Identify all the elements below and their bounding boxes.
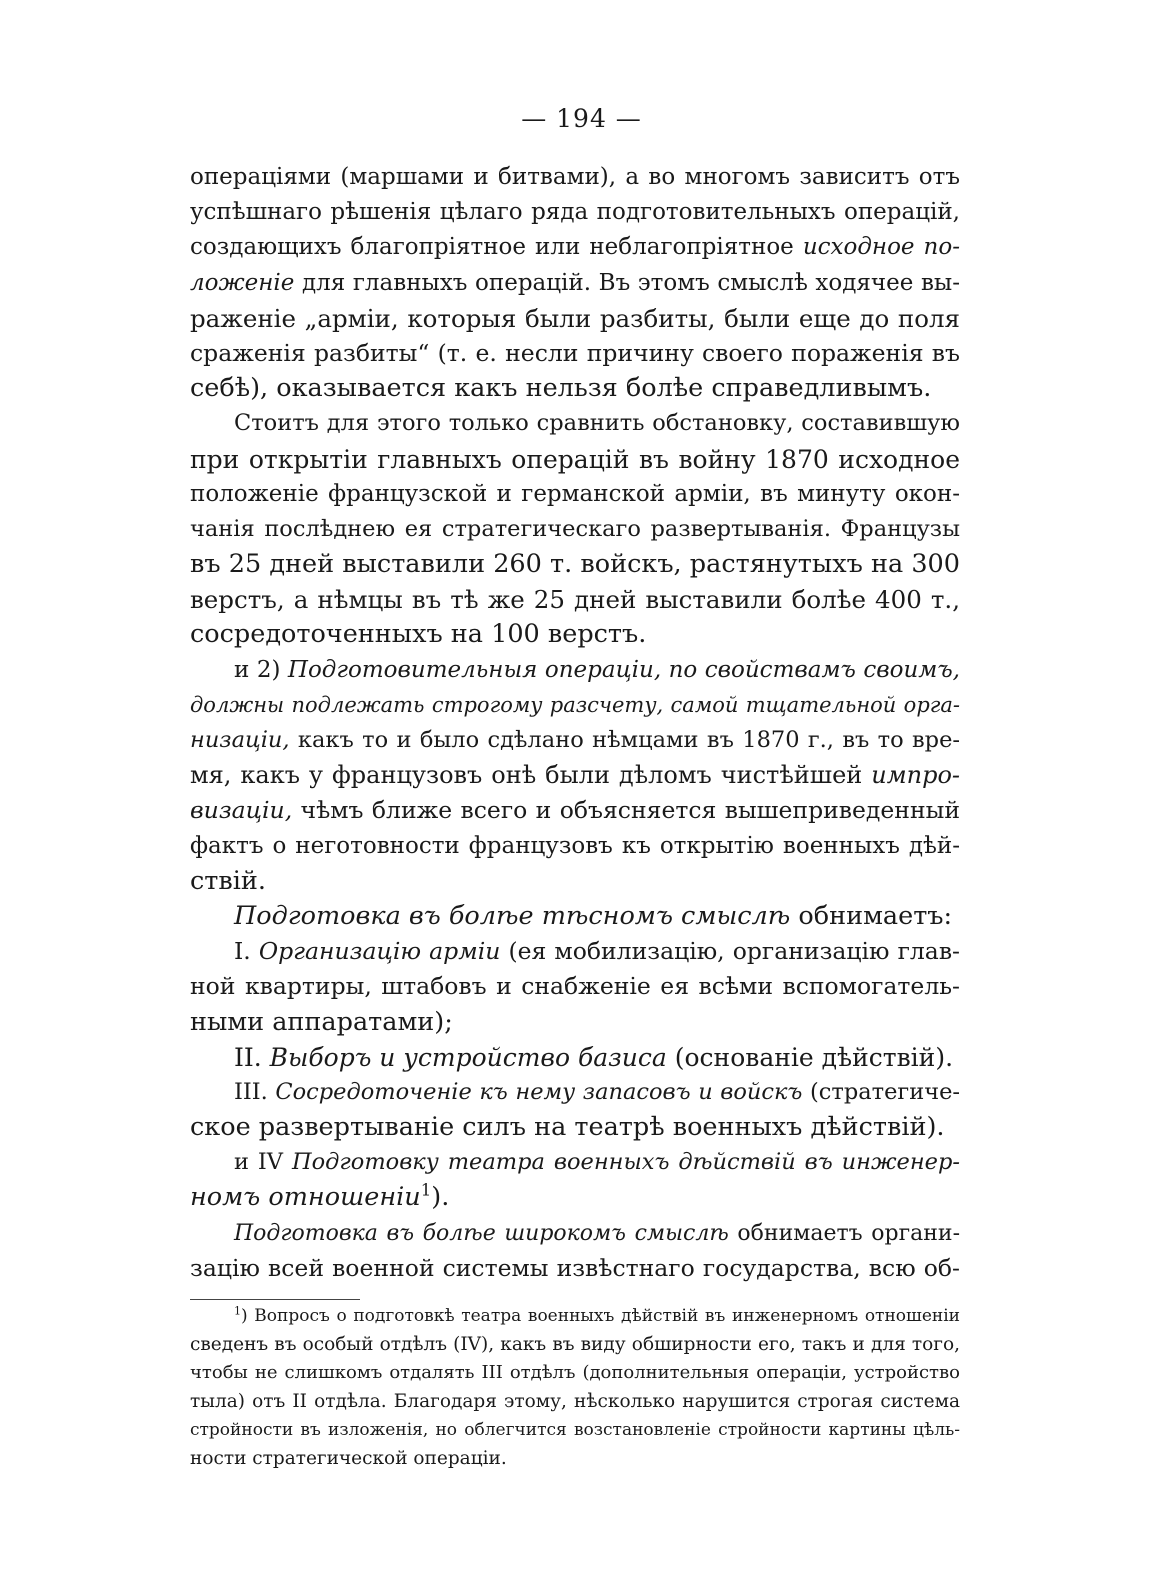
footnote-divider	[190, 1299, 360, 1300]
text-line: верстъ, а нѣмцы въ тѣ же 25 дней выставили болѣе 400 т.,	[190, 585, 960, 615]
footnote	[190, 1302, 960, 1474]
text-line	[190, 899, 960, 934]
italic-term: исходное по-	[802, 234, 960, 261]
text-line	[190, 688, 960, 723]
italic-term: низаціи,	[190, 727, 290, 753]
text-line: ствій.	[190, 865, 267, 896]
italic-term: должны подлежать строгому разсчету, самой тщательной орга-	[190, 692, 960, 717]
footnote-line: сведенъ въ особый отдѣлъ (IV), какъ въ виду обширности его, такъ и для того,	[190, 1333, 960, 1355]
text-line: фактъ о неготовности французовъ къ открытію военныхъ дѣй-	[190, 832, 960, 859]
text-line: себѣ), оказывается какъ нельзя болѣе справедливымъ.	[190, 373, 932, 404]
italic-term: Подготовку театра военныхъ дѣйствій въ инженер-	[291, 1149, 960, 1176]
text-run: обнимаетъ:	[790, 900, 953, 931]
text-line: ной квартиры, штабовъ и снабженіе ея всѣми вспомогатель-	[190, 972, 960, 1001]
footnote-line: стройности въ изложенія, но облегчится возстановленіе стройности картины цѣль-	[190, 1420, 960, 1441]
text-line: сосредоточенныхъ на 100 верстъ.	[190, 619, 647, 650]
text-line	[190, 793, 960, 828]
body-text	[190, 160, 960, 1286]
item-number: I.	[234, 937, 259, 966]
italic-term: Организацію арміи	[258, 937, 501, 966]
footnote-line: чтобы не слишкомъ отдалять III отдѣлъ (дополнительныя операціи, устройство	[190, 1362, 960, 1384]
text-line	[190, 934, 960, 969]
text-line	[190, 723, 960, 758]
text-line	[190, 1216, 960, 1251]
text-line	[190, 1040, 960, 1075]
text-run: (основаніе дѣйствій).	[666, 1042, 954, 1072]
text-line: ское развертываніе силъ на театрѣ военныхъ дѣйствій).	[190, 1112, 945, 1143]
text-line	[190, 758, 960, 793]
text-line: сраженія разбиты“ (т. е. несли причину своего пораженія въ	[190, 338, 960, 367]
text-run: создающихъ благопріятное или неблагопріятное	[190, 234, 803, 261]
italic-term: ложеніе	[190, 269, 295, 296]
text-line	[190, 653, 960, 688]
text-line: раженіе „арміи, которыя были разбиты, были еще до поля	[190, 303, 960, 333]
text-run: (стратегиче-	[802, 1078, 960, 1105]
text-line: чанія послѣднею ея стратегическаго развертыванія. Французы	[190, 515, 960, 542]
text-line	[190, 266, 960, 301]
text-line	[190, 1075, 960, 1110]
italic-term: номъ отношеніи	[190, 1182, 421, 1213]
text-run: для главныхъ операцій. Въ этомъ смыслѣ ходячее вы-	[294, 269, 960, 296]
italic-term: Сосредоточеніе къ нему запасовъ и войскъ	[275, 1078, 803, 1105]
footnote-line: тыла) отъ II отдѣла. Благодаря этому, нѣсколько нарушится строгая система	[190, 1390, 960, 1412]
text-line: зацію всей военной системы извѣстнаго государства, всю об-	[190, 1253, 960, 1282]
text-run: чѣмъ ближе всего и объясняется вышеприведенный	[292, 796, 960, 825]
italic-term: импро-	[871, 761, 960, 790]
text-run: ).	[431, 1182, 450, 1213]
italic-term: Подготовка въ болѣе широкомъ смыслѣ	[234, 1220, 729, 1246]
text-line: успѣшнаго рѣшенія цѣлаго ряда подготовительныхъ операцій,	[190, 199, 960, 226]
text-run: мя, какъ у французовъ онѣ были дѣломъ чистѣйшей	[190, 761, 872, 790]
text-line: положеніе французской и германской арміи, въ минуту окон-	[190, 480, 960, 507]
page-number: — 194 —	[521, 104, 642, 133]
item-number: и IV	[234, 1149, 292, 1176]
footnote-ref[interactable]: 1	[420, 1180, 432, 1200]
italic-term: визаціи,	[190, 796, 293, 825]
text-line: операціями (маршами и битвами), а во многомъ зависитъ отъ	[190, 164, 960, 190]
text-line: въ 25 дней выставили 260 т. войскъ, растянутыхъ на 300	[190, 549, 960, 580]
italic-term: Выборъ и устройство базиса	[269, 1042, 667, 1072]
text-run: (ея мобилизацію, организацію глав-	[500, 937, 960, 966]
text-run: ) Вопросъ о подготовкѣ театра военныхъ дѣйствій въ инженерномъ отношеніи	[241, 1306, 960, 1326]
text-run: какъ то и было сдѣлано нѣмцами въ 1870 г., въ то вре-	[289, 727, 960, 753]
italic-term: Подготовительныя операціи, по свойствамъ своимъ,	[287, 656, 960, 683]
text-run: и 2)	[234, 656, 288, 683]
text-line: Стоитъ для этого только сравнить обстановку, составившую	[234, 410, 960, 437]
text-line: при открытіи главныхъ операцій въ войну 1870 исходное	[190, 444, 960, 474]
footnote-marker: 1	[234, 1304, 242, 1318]
item-number: II.	[234, 1042, 270, 1072]
text-line: ными аппаратами);	[190, 1006, 453, 1037]
footnote-line	[190, 1302, 960, 1331]
text-run: обнимаетъ органи-	[728, 1220, 960, 1246]
text-line	[190, 230, 960, 265]
text-line	[190, 1145, 960, 1180]
item-number: III.	[234, 1078, 276, 1105]
italic-term: Подготовка въ болѣе тѣсномъ смыслѣ	[234, 900, 791, 931]
text-line	[190, 1180, 960, 1215]
footnote-line: ности стратегической операціи.	[190, 1447, 507, 1469]
